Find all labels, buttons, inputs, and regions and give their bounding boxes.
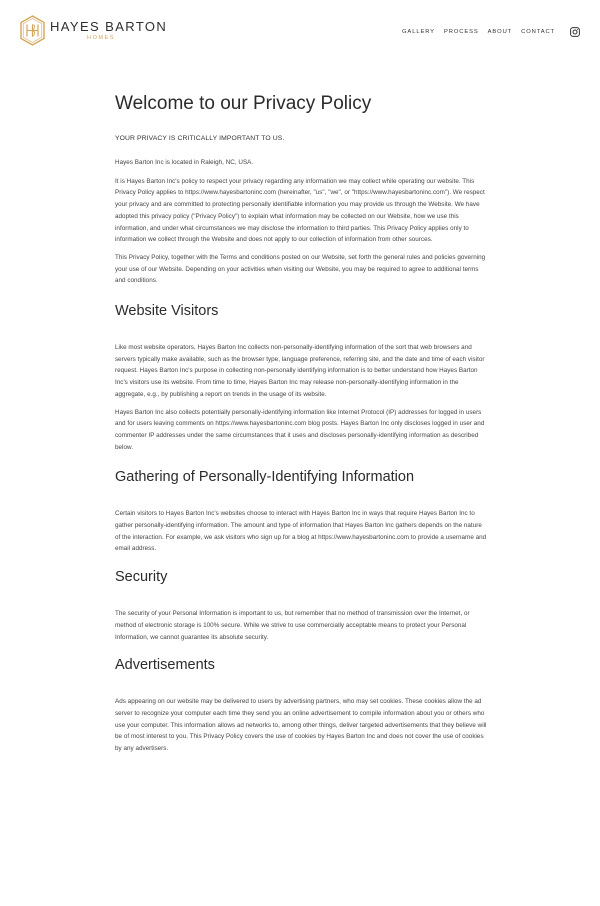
privacy-policy-content <box>115 92 488 761</box>
main-nav <box>402 28 555 36</box>
heading-gathering-info: Gathering of Personally-Identifying Information <box>115 469 415 486</box>
security-paragraph-1: The security of your Personal Information is important to us, but remember that no method of transmission over the Internet, or method of electronic storage is 100% secure. While we strive to use commercially acceptable means to protect your Personal Information, we cannot guarantee its absolute security. <box>115 610 470 641</box>
heading-website-visitors: Website Visitors <box>115 303 219 320</box>
brand-logo[interactable] <box>20 15 167 46</box>
page-title: Welcome to our Privacy Policy <box>115 93 372 114</box>
site-header <box>0 0 600 64</box>
instagram-icon[interactable] <box>570 27 580 37</box>
heading-security: Security <box>115 569 168 586</box>
brand-wordmark <box>50 19 167 42</box>
visitors-paragraph-2: Hayes Barton Inc also collects potentially personally-identifying information like Internet Protocol (IP) addresses for logged in users and for users leaving comments on https://www.hayesbartoninc.com blog posts. Hayes Barton Inc only discloses logged in user and commenter IP addresses under the same circumstances that it uses and discloses personally-identifying information as described below. <box>115 408 485 451</box>
hexagon-logo-icon <box>20 15 45 46</box>
nav-gallery[interactable]: GALLERY <box>402 29 435 35</box>
heading-advertisements: Advertisements <box>115 657 215 674</box>
ads-paragraph-1: Ads appearing on our website may be delivered to users by advertising partners, who may set cookies. These cookies allow the ad server to recognize your computer each time they send you an online advertisement to compile information about you or others who use your computer. This information allows ad networks to, among other things, deliver targeted advertisements that they believe will be of most interest to you. This Privacy Policy covers the use of cookies by Hayes Barton Inc and does not cover the use of cookies by any advertisers. <box>115 698 487 753</box>
gathering-paragraph-1: Certain visitors to Hayes Barton Inc's websites choose to interact with Hayes Barton Inc in ways that require Hayes Barton Inc to gather personally-identifying information. The amount and type of information that Hayes Barton Inc gathers depends on the nature of the interaction. For example, we ask visitors who sign up for a blog at https://www.hayesbartoninc.com to provide a username and email address. <box>115 510 487 553</box>
location-text: Hayes Barton Inc is located in Raleigh, NC, USA. <box>115 159 254 166</box>
nav-process[interactable]: PROCESS <box>443 29 479 35</box>
brand-name: HAYES BARTON <box>50 19 168 34</box>
privacy-kicker: YOUR PRIVACY IS CRITICALLY IMPORTANT TO US. <box>115 135 285 142</box>
nav-about[interactable]: ABOUT <box>487 29 513 35</box>
nav-contact[interactable]: CONTACT <box>521 29 555 35</box>
intro-paragraph-2: This Privacy Policy, together with the Terms and conditions posted on our Website, set forth the general rules and policies governing your use of our Website. Depending on your activities when visiting our Website, you may be required to agree to additional terms and conditions. <box>115 253 486 285</box>
intro-paragraph-1: It is Hayes Barton Inc's policy to respect your privacy regarding any information we may collect while operating our website. This Privacy Policy applies to https://www.hayesbartoninc.com (hereinafter, "us", "we", or "https://www.hayesbartoninc.com"). We respect your privacy and are committed to protecting personally identifiable information you may provide us through the Website. We have adopted this privacy policy ("Privacy Policy") to explain what information may be collected on our Website, how we use this information, and under what circumstances we may disclose the information to third parties. This Privacy Policy applies only to information we collect through the Website and does not apply to our collection of information from other sources. <box>115 177 485 244</box>
brand-sub: HOMES <box>87 35 116 41</box>
visitors-paragraph-1: Like most website operators, Hayes Barton Inc collects non-personally-identifying information of the sort that web browsers and servers typically make available, such as the browser type, language preference, referring site, and the date and time of each visitor request. Hayes Barton Inc's purpose in collecting non-personally identifying information is to better understand how Hayes Barton Inc's visitors use its website. From time to time, Hayes Barton Inc may release non-personally-identifying information in the aggregate, e.g., by publishing a report on trends in the usage of its website. <box>115 344 485 398</box>
